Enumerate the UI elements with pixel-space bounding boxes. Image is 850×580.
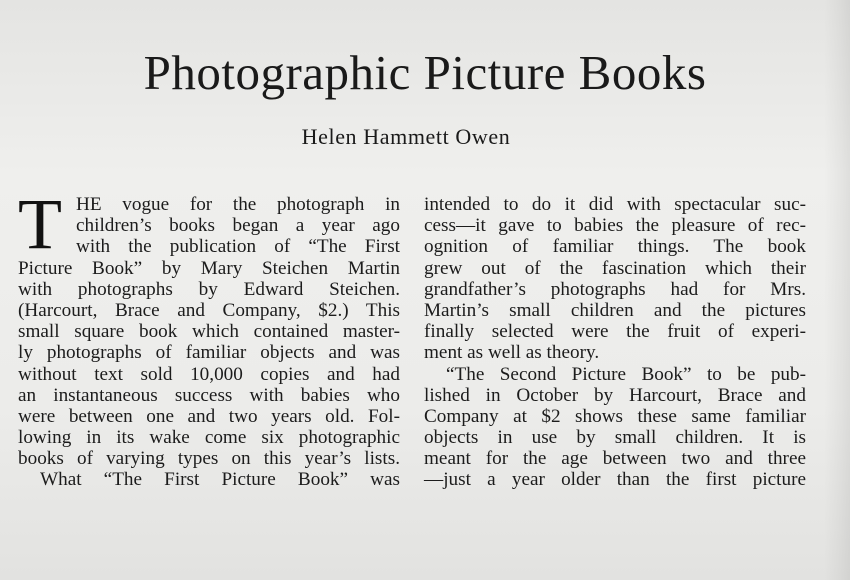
text-line: Picture Book” by Mary Steichen Martin [18, 257, 400, 279]
text-line: Martin’s small children and the pictures [424, 299, 806, 321]
drop-cap: T [18, 184, 62, 264]
text-line: without text sold 10,000 copies and had [18, 363, 400, 385]
text-line: cess—it gave to babies the pleasure of rec- [424, 215, 806, 237]
text-line: (Harcourt, Brace and Company, $2.) This [18, 299, 400, 321]
text-line: books of varying types on this year’s lists. [18, 448, 400, 470]
text-line: ly photographs of familiar objects and was [18, 342, 400, 364]
text-line: objects in use by small children. It is [424, 427, 806, 449]
article-author: Helen Hammett Owen [301, 124, 511, 149]
right-column [424, 194, 806, 491]
text-line: finally selected were the fruit of experi- [424, 321, 806, 343]
text-line: with photographs by Edward Steichen. [18, 278, 400, 300]
text-line: HE vogue for the photograph in [76, 194, 400, 215]
text-line: meant for the age between two and three [424, 448, 806, 470]
text-line: an instantaneous success with babies who [18, 384, 400, 406]
text-line: lowing in its wake come six photographic [18, 427, 400, 449]
text-line: Company at $2 shows these same familiar [424, 405, 806, 427]
text-line: ment as well as theory. [424, 342, 600, 364]
text-line: intended to do it did with spectacular suc- [424, 194, 806, 215]
text-line: small square book which contained master- [18, 321, 400, 343]
text-line: “The Second Picture Book” to be pub- [446, 363, 806, 385]
text-line: grew out of the fascination which their [424, 257, 806, 279]
text-line: with the publication of “The First [76, 236, 400, 258]
article-title: Photographic Picture Books [143, 45, 707, 100]
text-line: —just a year older than the first picture [424, 469, 806, 491]
page-edge-shadow [824, 0, 850, 580]
text-line: grandfather’s photographs had for Mrs. [424, 278, 806, 300]
text-line: ognition of familiar things. The book [424, 236, 806, 258]
text-line: lished in October by Harcourt, Brace and [424, 384, 806, 406]
text-line: children’s books began a year ago [76, 215, 400, 237]
text-line: were between one and two years old. Fol- [18, 405, 400, 427]
left-column [18, 184, 400, 491]
text-line: What “The First Picture Book” was [40, 469, 400, 491]
